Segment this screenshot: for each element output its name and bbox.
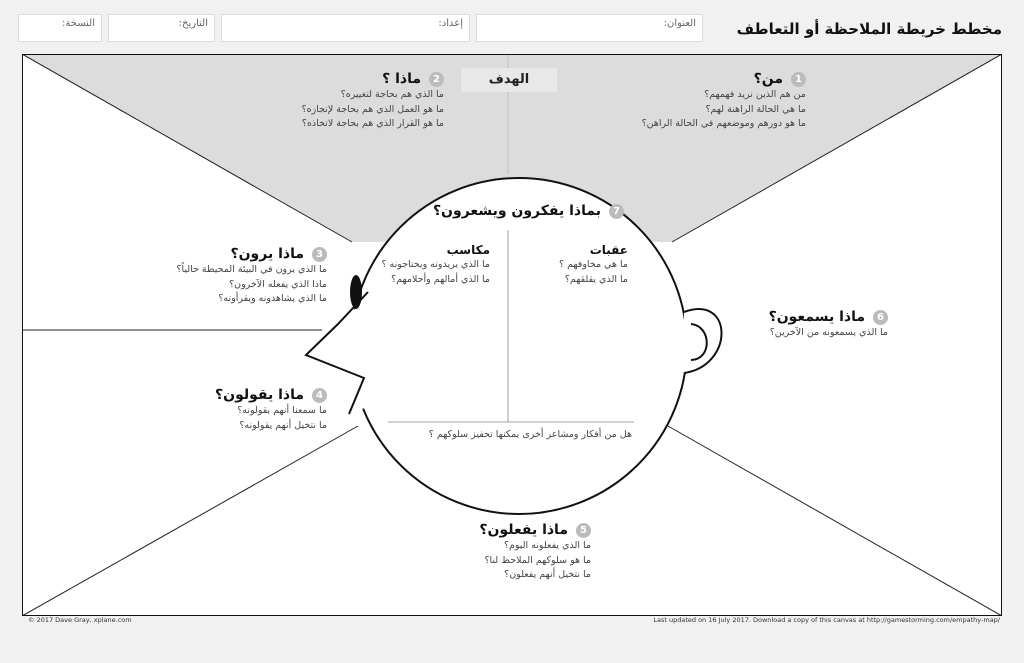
section-who-line: من هم الذين نريد فهمهم؟ [704, 89, 806, 100]
date-field-label: التاريخ: [178, 18, 208, 29]
section-who-title: من؟ [753, 71, 783, 87]
pains-title: عقبات [589, 243, 628, 257]
gains-line: ما الذي يريدونه ويحتاجونه ؟ [381, 259, 490, 270]
section-say-title: ماذا يقولون؟ [215, 387, 304, 403]
head-outline [351, 178, 687, 514]
section-see-number: 3 [312, 247, 327, 262]
eye [350, 275, 362, 309]
version-field-label: النسخة: [62, 18, 95, 29]
section-say-line: ما نتخيل أنهم يقولونه؟ [239, 419, 327, 431]
section-say-line: ما سمعنا أنهم يقولونه؟ [237, 405, 327, 416]
section-what [302, 70, 444, 132]
section-think [433, 202, 624, 220]
section-what-line: ما هو القرار الذي هم بحاجة لاتخاذه؟ [301, 118, 444, 129]
footer-download-note: Last updated on 16 July 2017. Download a copy of this canvas at http://gamestorming.com/empathy-map/ [653, 616, 1000, 624]
prepared-by-field-label: إعداد: [438, 18, 463, 29]
section-hear-title: ماذا يسمعون؟ [768, 309, 865, 325]
section-see-title: ماذا يرون؟ [230, 246, 304, 262]
section-say [215, 386, 327, 433]
section-see-line: ما الذي يشاهدونه ويقرأونه؟ [218, 293, 327, 304]
section-what-line: ما هو العمل الذي هم بحاجة لإنجازه؟ [301, 103, 444, 115]
section-think-title: بماذا يفكرون ويشعرون؟ [432, 203, 601, 219]
section-who-line: ما هو دورهم وموضعهم في الحالة الراهن؟ [641, 118, 806, 129]
gains-line: ما الذي أمالهم وأحلامهم؟ [391, 273, 490, 285]
pains-block [559, 242, 628, 287]
pains-line: ما الذي يقلقهم؟ [564, 273, 628, 285]
section-see-line: ماذا الذي يفعله الآخرون؟ [229, 278, 327, 290]
section-what-number: 2 [429, 72, 444, 87]
section-do-line: ما هو سلوكهم الملاحظ لنا؟ [484, 554, 591, 566]
section-do [479, 521, 591, 583]
section-see-line: ما الذي يرون في البيئة المحيطة حالياً؟ [176, 264, 327, 275]
section-who-line: ما هي الحالة الراهنة لهم؟ [705, 103, 806, 115]
section-who [642, 70, 806, 132]
section-see [176, 245, 327, 307]
title-field[interactable] [476, 14, 703, 42]
section-do-line: ما الذي يفعلونه اليوم؟ [503, 540, 591, 551]
prepared-by-field[interactable] [221, 14, 470, 42]
section-hear-line: ما الذي يسمعونه من الآخرين؟ [769, 327, 888, 338]
section-say-number: 4 [312, 388, 327, 403]
section-do-title: ماذا يفعلون؟ [479, 522, 568, 538]
title-field-label: العنوان: [663, 18, 696, 29]
section-what-title: ماذا ؟ [382, 71, 421, 87]
section-do-line: ما نتخيل أنهم يفعلون؟ [504, 569, 591, 580]
gains-block [381, 242, 490, 287]
gains-title: مكاسب [446, 243, 490, 257]
version-field[interactable] [18, 14, 102, 42]
section-hear-number: 6 [873, 310, 888, 325]
section-what-line: ما الذي هم بحاجة لتغييره؟ [340, 89, 444, 100]
pains-line: ما هي مخاوفهم ؟ [559, 259, 628, 270]
other-thoughts-line: هل من أفكار ومشاعر أخرى يمكنها تحفيز سلوكهم ؟ [428, 429, 632, 440]
section-hear [769, 308, 888, 341]
date-field[interactable] [108, 14, 215, 42]
goal-label: الهدف [461, 68, 557, 92]
page-title: مخطط خريطة الملاحظة أو التعاطف [736, 20, 1002, 38]
section-do-number: 5 [576, 523, 591, 538]
section-who-number: 1 [791, 72, 806, 87]
section-think-number: 7 [609, 204, 624, 219]
footer-copyright: © 2017 Dave Gray, xplane.com [28, 616, 132, 624]
